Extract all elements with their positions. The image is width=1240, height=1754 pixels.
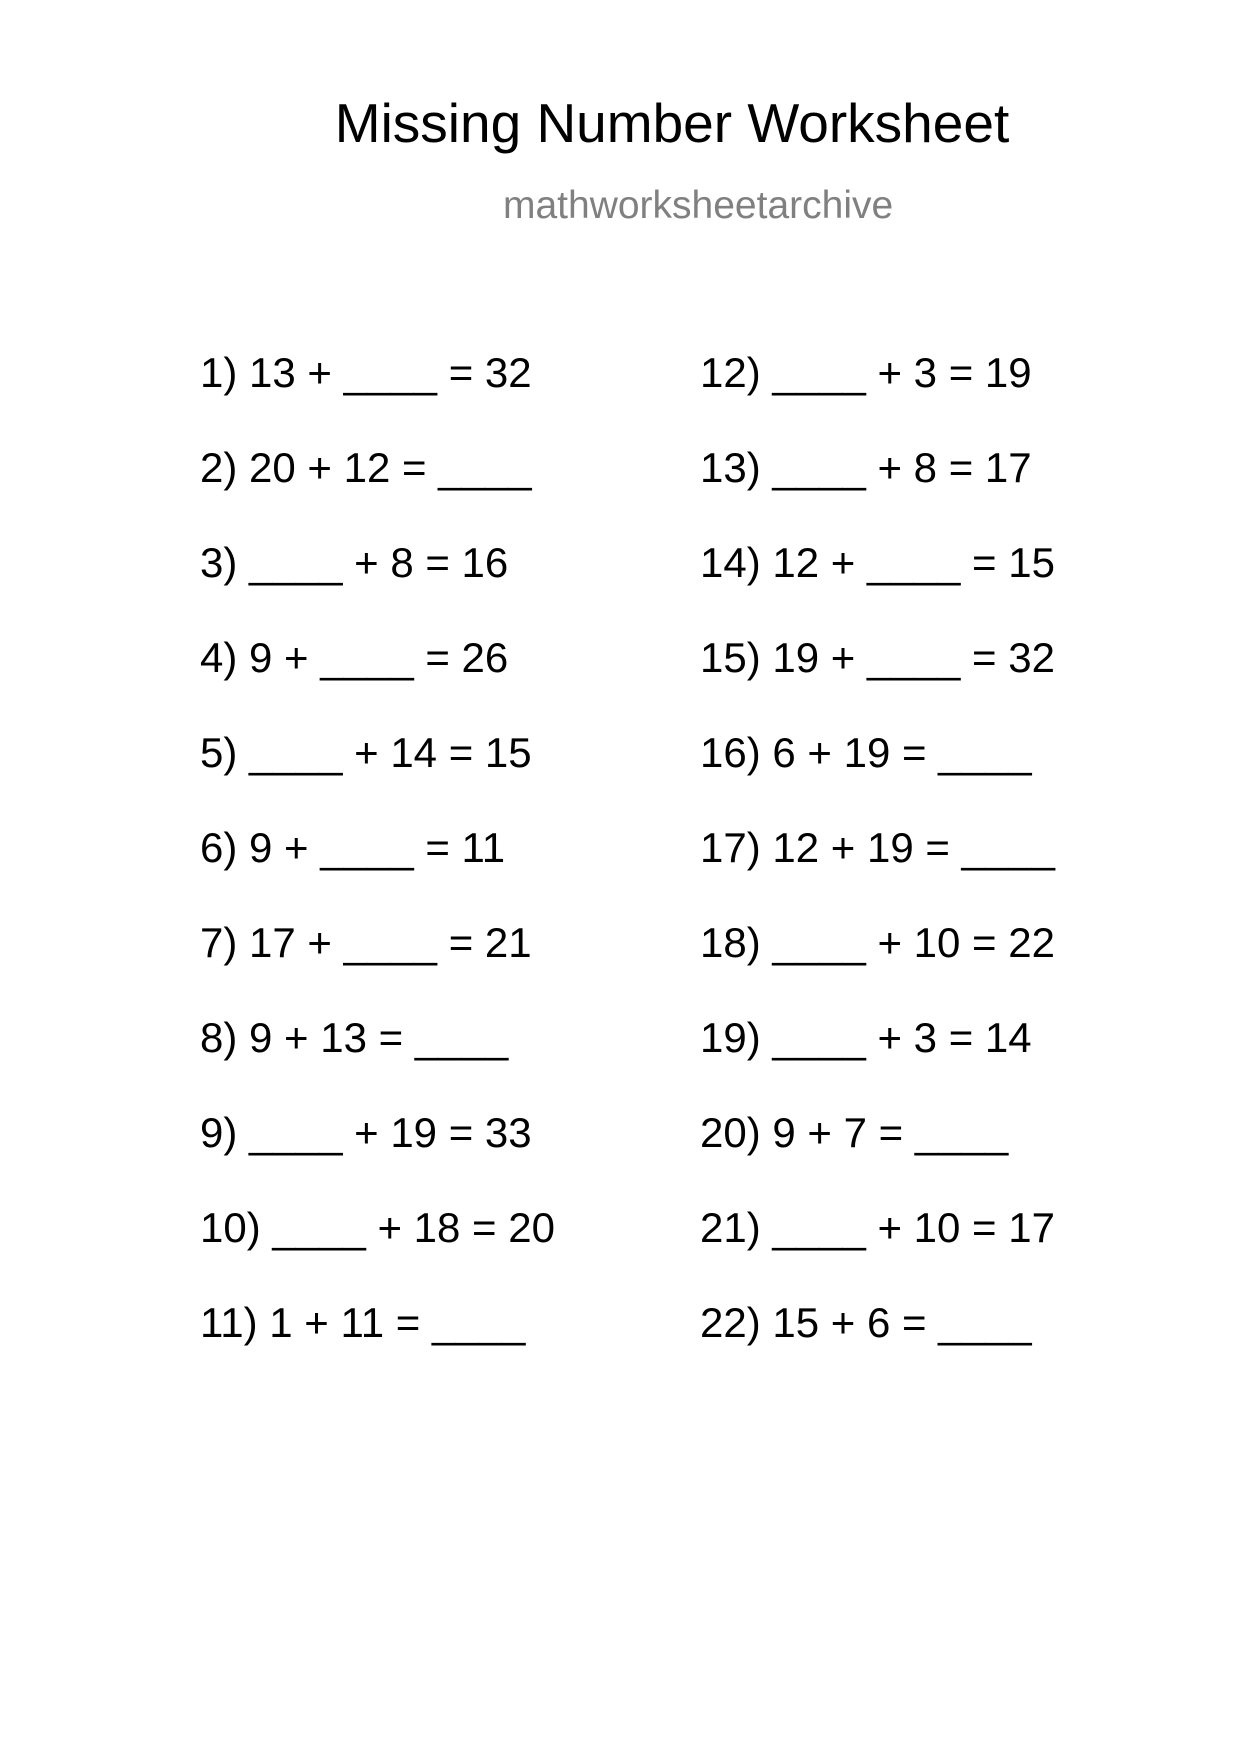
problem-13: 13) ____ + 8 = 17 <box>700 444 1032 491</box>
problem-21: 21) ____ + 10 = 17 <box>700 1204 1055 1251</box>
problem-10: 10) ____ + 18 = 20 <box>200 1204 555 1251</box>
problem-18: 18) ____ + 10 = 22 <box>700 919 1055 966</box>
problem-16: 16) 6 + 19 = ____ <box>700 729 1032 776</box>
problems-column-left <box>200 349 555 1397</box>
problem-22: 22) 15 + 6 = ____ <box>700 1299 1032 1346</box>
problem-19: 19) ____ + 3 = 14 <box>700 1014 1032 1061</box>
worksheet-subtitle: mathworksheetarchive <box>503 184 894 227</box>
problem-12: 12) ____ + 3 = 19 <box>700 349 1032 396</box>
problem-17: 17) 12 + 19 = ____ <box>700 824 1055 871</box>
problem-1: 1) 13 + ____ = 32 <box>200 349 532 396</box>
problem-20: 20) 9 + 7 = ____ <box>700 1109 1009 1156</box>
problem-8: 8) 9 + 13 = ____ <box>200 1014 509 1061</box>
problem-7: 7) 17 + ____ = 21 <box>200 919 532 966</box>
problem-2: 2) 20 + 12 = ____ <box>200 444 532 491</box>
worksheet-title <box>52 92 1240 154</box>
problem-4: 4) 9 + ____ = 26 <box>200 634 509 681</box>
problem-3: 3) ____ + 8 = 16 <box>200 539 509 586</box>
problem-14: 14) 12 + ____ = 15 <box>700 539 1055 586</box>
problem-15: 15) 19 + ____ = 32 <box>700 634 1055 681</box>
problem-5: 5) ____ + 14 = 15 <box>200 729 532 776</box>
problem-9: 9) ____ + 19 = 33 <box>200 1109 532 1156</box>
worksheet-title-text: Missing Number Worksheet <box>334 92 1010 154</box>
problem-6: 6) 9 + ____ = 11 <box>200 824 506 871</box>
problem-11: 11) 1 + 11 = ____ <box>200 1299 526 1346</box>
problems-column-right <box>700 349 1055 1397</box>
